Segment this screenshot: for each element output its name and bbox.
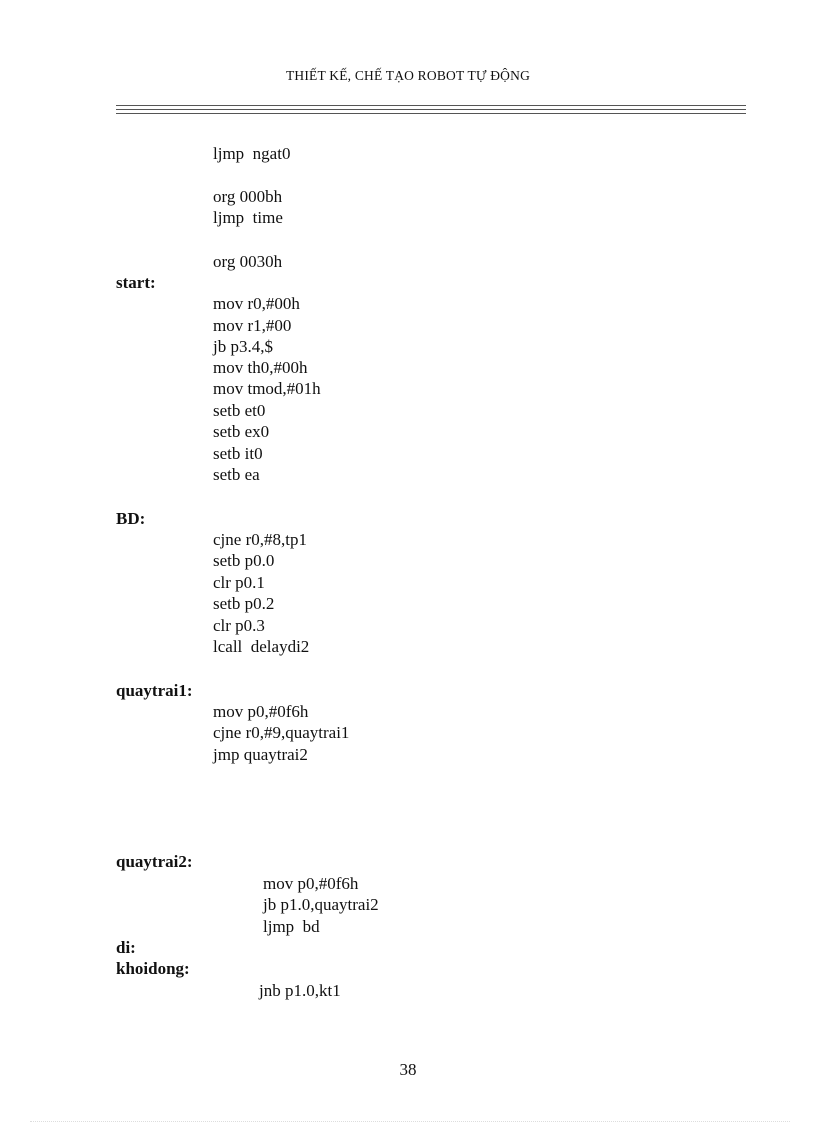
code-label: BD: xyxy=(116,509,146,528)
code-label: quaytrai2: xyxy=(116,852,193,871)
code-label: start: xyxy=(116,273,156,292)
code-label: quaytrai1: xyxy=(116,681,193,700)
code-line: mov r1,#00 xyxy=(213,316,292,335)
code-line: setb it0 xyxy=(213,444,263,463)
code-line: mov th0,#00h xyxy=(213,358,308,377)
page-bottom-border xyxy=(30,1121,790,1122)
code-line: ljmp ngat0 xyxy=(213,144,291,163)
code-label: khoidong: xyxy=(116,959,190,978)
code-line: jb p3.4,$ xyxy=(213,337,273,356)
code-line: ljmp bd xyxy=(263,917,320,936)
code-line: org 000bh xyxy=(213,187,283,206)
code-line: ljmp time xyxy=(213,208,283,227)
code-line: setb ex0 xyxy=(213,422,270,441)
header-divider xyxy=(116,109,746,110)
header-divider xyxy=(116,113,746,114)
code-line: mov r0,#00h xyxy=(213,294,300,313)
page-number: 38 xyxy=(399,1060,417,1079)
code-line: lcall delaydi2 xyxy=(213,637,310,656)
code-line: jnb p1.0,kt1 xyxy=(259,981,341,1000)
code-line: jmp quaytrai2 xyxy=(213,745,308,764)
code-line: cjne r0,#9,quaytrai1 xyxy=(213,723,350,742)
header-divider xyxy=(116,105,746,106)
code-line: clr p0.3 xyxy=(213,616,265,635)
code-line: org 0030h xyxy=(213,252,283,271)
code-label: di: xyxy=(116,938,136,957)
code-line: setb ea xyxy=(213,465,260,484)
code-line: clr p0.1 xyxy=(213,573,265,592)
code-line: mov tmod,#01h xyxy=(213,379,321,398)
code-line: mov p0,#0f6h xyxy=(213,702,309,721)
code-line: jb p1.0,quaytrai2 xyxy=(263,895,379,914)
code-line: mov p0,#0f6h xyxy=(263,874,359,893)
code-line: setb p0.2 xyxy=(213,594,275,613)
page-header-title: THIẾT KẾ, CHẾ TẠO ROBOT TỰ ĐỘNG xyxy=(285,68,531,83)
code-line: cjne r0,#8,tp1 xyxy=(213,530,307,549)
code-line: setb p0.0 xyxy=(213,551,275,570)
code-line: setb et0 xyxy=(213,401,266,420)
